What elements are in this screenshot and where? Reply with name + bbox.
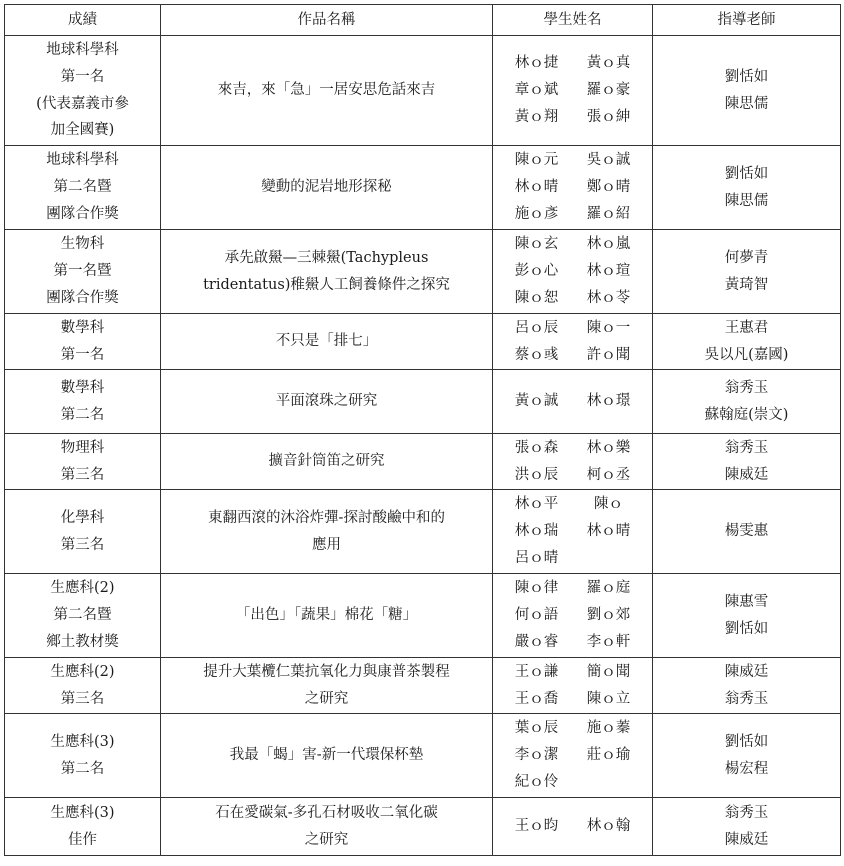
header-title: 作品名稱 (161, 5, 493, 36)
title-line: 提升大葉欖仁葉抗氧化力與康普茶製程 (203, 663, 450, 680)
students-cell (493, 230, 653, 314)
student-line (497, 77, 648, 104)
teachers-line: 陳威廷 (724, 663, 769, 680)
grade-line: 數學科 (60, 379, 105, 396)
table-row (5, 370, 841, 434)
student-line (497, 342, 648, 369)
grade-cell (5, 36, 161, 146)
title-cell (161, 434, 493, 490)
student-line (497, 285, 648, 312)
student-name: 陳ｏ立 (586, 690, 631, 707)
student-line (497, 659, 648, 686)
student-line (497, 258, 648, 285)
table-row (5, 314, 841, 370)
header-grade: 成績 (5, 5, 161, 36)
grade-line: 生應科(3) (50, 804, 115, 821)
grade-line: 化學科 (60, 509, 105, 526)
student-line (497, 491, 648, 518)
table-row (5, 230, 841, 314)
grade-line: 第三名 (60, 536, 105, 553)
student-line (497, 231, 648, 258)
student-name: 何ｏ語 (514, 607, 559, 624)
header-row (5, 5, 841, 36)
student-name: 張ｏ紳 (586, 108, 631, 125)
student-line (497, 315, 648, 342)
grade-line: 佳作 (68, 831, 97, 848)
table-body (5, 36, 841, 856)
teachers-line: 翁秀玉 (724, 690, 769, 707)
title-line: 平面滾珠之研究 (275, 393, 378, 410)
table-row (5, 146, 841, 230)
title-cell (161, 714, 493, 798)
student-line (497, 435, 648, 462)
header-teachers: 指導老師 (653, 5, 841, 36)
student-name: 李ｏ潔 (514, 747, 559, 764)
teachers-line: 翁秀玉 (724, 379, 769, 396)
title-cell (161, 230, 493, 314)
student-name: 王ｏ昀 (514, 818, 559, 835)
student-name: 黃ｏ誠 (514, 393, 559, 410)
grade-line: 生應科(3) (50, 733, 115, 750)
student-name: 簡ｏ聞 (586, 663, 631, 680)
title-line: 擴音針筒笛之研究 (268, 453, 385, 470)
grade-line: 物理科 (60, 439, 105, 456)
grade-line: 數學科 (60, 319, 105, 336)
teachers-line: 陳威廷 (724, 831, 769, 848)
title-line: 應用 (312, 536, 341, 553)
student-name: 呂ｏ晴 (514, 549, 559, 566)
teachers-cell (653, 714, 841, 798)
student-line (497, 686, 648, 713)
student-name: 莊ｏ瑜 (586, 747, 631, 764)
student-line (497, 545, 648, 572)
teachers-line: 陳思儒 (724, 95, 769, 112)
student-name: 林ｏ晴 (586, 523, 631, 540)
table-row (5, 36, 841, 146)
student-name: 紀ｏ伶 (514, 773, 559, 790)
student-name: 林ｏ晴 (514, 179, 559, 196)
student-name: 王ｏ喬 (514, 690, 559, 707)
student-name: 彭ｏ心 (514, 263, 559, 280)
grade-cell (5, 798, 161, 856)
student-name: 吳ｏ誠 (586, 152, 631, 169)
grade-line: 生應科(2) (50, 580, 115, 597)
grade-cell (5, 658, 161, 714)
grade-line: 地球科學科 (46, 152, 119, 169)
student-name: 黃ｏ真 (586, 55, 631, 72)
student-name: 葉ｏ辰 (514, 720, 559, 737)
grade-line: (代表嘉義市參 (36, 95, 129, 112)
table-row (5, 658, 841, 714)
awards-table (4, 4, 841, 856)
student-name: 鄭ｏ晴 (586, 179, 631, 196)
teachers-line: 劉恬如 (724, 165, 769, 182)
teachers-line: 劉恬如 (724, 620, 769, 637)
title-line: 不只是「排七」 (275, 333, 378, 350)
table-row (5, 434, 841, 490)
grade-line: 第二名暨 (53, 179, 112, 196)
teachers-cell (653, 798, 841, 856)
grade-line: 第三名 (60, 466, 105, 483)
grade-line: 第三名 (60, 690, 105, 707)
grade-line: 第二名 (60, 760, 105, 777)
teachers-line: 楊宏程 (724, 760, 769, 777)
grade-line: 第一名 (60, 346, 105, 363)
title-cell (161, 370, 493, 434)
student-name: 柯ｏ丞 (586, 466, 631, 483)
table-row (5, 714, 841, 798)
teachers-cell (653, 36, 841, 146)
grade-cell (5, 434, 161, 490)
student-line (497, 388, 648, 415)
student-name: 陳ｏ玄 (514, 236, 559, 253)
title-line: 之研究 (304, 831, 349, 848)
table-row (5, 798, 841, 856)
teachers-line: 陳思儒 (724, 192, 769, 209)
student-name: 羅ｏ豪 (586, 82, 631, 99)
grade-cell (5, 714, 161, 798)
teachers-cell (653, 230, 841, 314)
teachers-line: 劉恬如 (724, 68, 769, 85)
grade-line: 第一名 (60, 68, 105, 85)
student-name: 許ｏ聞 (586, 346, 631, 363)
students-cell (493, 370, 653, 434)
student-name: 洪ｏ辰 (514, 466, 559, 483)
teachers-line: 陳威廷 (724, 466, 769, 483)
student-name: 王ｏ謙 (514, 663, 559, 680)
student-line (497, 201, 648, 228)
teachers-cell (653, 574, 841, 658)
grade-line: 團隊合作獎 (46, 289, 119, 306)
student-name: 黃ｏ翔 (514, 108, 559, 125)
student-line (497, 742, 648, 769)
grade-cell (5, 314, 161, 370)
teachers-cell (653, 434, 841, 490)
teachers-line: 何夢青 (724, 249, 769, 266)
students-cell (493, 36, 653, 146)
grade-line: 加全國賽) (50, 122, 115, 139)
students-cell (493, 146, 653, 230)
grade-line: 生物科 (60, 236, 105, 253)
teachers-line: 楊雯惠 (724, 523, 769, 540)
teachers-line: 翁秀玉 (724, 804, 769, 821)
grade-line: 鄉土教材獎 (46, 633, 119, 650)
title-cell (161, 36, 493, 146)
student-name: 林ｏ嵐 (586, 236, 631, 253)
title-line: tridentatus)稚鱟人工飼養條件之探究 (203, 276, 450, 293)
teachers-line: 王惠君 (724, 319, 769, 336)
teachers-line: 吳以凡(嘉國) (704, 346, 789, 363)
teachers-line: 蘇翰庭(崇文) (704, 406, 789, 423)
student-line (497, 104, 648, 131)
student-name: 林ｏ苓 (586, 289, 631, 306)
grade-line: 生應科(2) (50, 663, 115, 680)
student-name: 林ｏ瑄 (586, 263, 631, 280)
students-cell (493, 658, 653, 714)
student-line (497, 715, 648, 742)
student-name: 陳ｏ (594, 496, 623, 513)
students-cell (493, 714, 653, 798)
table-row (5, 574, 841, 658)
grade-line: 第二名 (60, 406, 105, 423)
title-cell (161, 574, 493, 658)
grade-line: 團隊合作獎 (46, 205, 119, 222)
title-line: 之研究 (304, 690, 349, 707)
student-name: 林ｏ璟 (586, 393, 631, 410)
teachers-cell (653, 370, 841, 434)
title-line: 承先啟鱟—三棘鱟(Tachypleus (224, 249, 429, 266)
students-cell (493, 798, 653, 856)
student-name: 陳ｏ一 (586, 319, 631, 336)
title-line: 來吉，來「急」一居安思危話來吉 (217, 82, 436, 99)
student-line (497, 462, 648, 489)
student-line (497, 629, 648, 656)
header-students: 學生姓名 (493, 5, 653, 36)
teachers-cell (653, 490, 841, 574)
student-line (497, 769, 648, 796)
teachers-line: 黃琦智 (724, 276, 769, 293)
grade-cell (5, 574, 161, 658)
title-line: 變動的泥岩地形探秘 (261, 179, 392, 196)
grade-line: 第二名暨 (53, 607, 112, 624)
student-name: 蔡ｏ彧 (514, 346, 559, 363)
student-name: 林ｏ樂 (586, 439, 631, 456)
grade-cell (5, 230, 161, 314)
students-cell (493, 434, 653, 490)
title-cell (161, 490, 493, 574)
title-line: 「出色」「蔬果」棉花「糖」 (235, 607, 418, 624)
student-name: 嚴ｏ睿 (514, 633, 559, 650)
student-name: 林ｏ瑞 (514, 523, 559, 540)
teachers-cell (653, 314, 841, 370)
student-name: 施ｏ彥 (514, 205, 559, 222)
table-row (5, 490, 841, 574)
teachers-cell (653, 146, 841, 230)
teachers-line: 劉恬如 (724, 733, 769, 750)
student-line (497, 575, 648, 602)
student-line (497, 602, 648, 629)
student-name: 陳ｏ元 (514, 152, 559, 169)
student-name: 陳ｏ律 (514, 580, 559, 597)
title-line: 石在愛碳氣-多孔石材吸收二氧化碳 (215, 804, 438, 821)
title-cell (161, 314, 493, 370)
student-name: 羅ｏ庭 (586, 580, 631, 597)
title-cell (161, 658, 493, 714)
title-cell (161, 146, 493, 230)
student-name: 林ｏ平 (514, 496, 559, 513)
teachers-line: 翁秀玉 (724, 439, 769, 456)
teachers-line: 陳惠雪 (724, 593, 769, 610)
student-line (497, 518, 648, 545)
grade-cell (5, 490, 161, 574)
grade-cell (5, 146, 161, 230)
student-line (497, 50, 648, 77)
students-cell (493, 574, 653, 658)
student-name: 劉ｏ郊 (586, 607, 631, 624)
student-line (497, 813, 648, 840)
student-name: 陳ｏ恕 (514, 289, 559, 306)
title-line: 東翻西滾的沐浴炸彈-探討酸鹼中和的 (208, 509, 445, 526)
students-cell (493, 490, 653, 574)
student-name: 施ｏ蓁 (586, 720, 631, 737)
grade-line: 第一名暨 (53, 263, 112, 280)
teachers-cell (653, 658, 841, 714)
student-name: 章ｏ斌 (514, 82, 559, 99)
student-name: 呂ｏ辰 (514, 319, 559, 336)
student-name: 林ｏ翰 (586, 818, 631, 835)
student-name: 張ｏ森 (514, 439, 559, 456)
students-cell (493, 314, 653, 370)
title-line: 我最「蝎」害-新一代環保杯墊 (229, 747, 424, 764)
grade-line: 地球科學科 (46, 41, 119, 58)
title-cell (161, 798, 493, 856)
student-name: 羅ｏ紹 (586, 205, 631, 222)
grade-cell (5, 370, 161, 434)
student-name: 林ｏ捷 (514, 55, 559, 72)
student-line (497, 174, 648, 201)
student-line (497, 147, 648, 174)
student-name: 李ｏ軒 (586, 633, 631, 650)
